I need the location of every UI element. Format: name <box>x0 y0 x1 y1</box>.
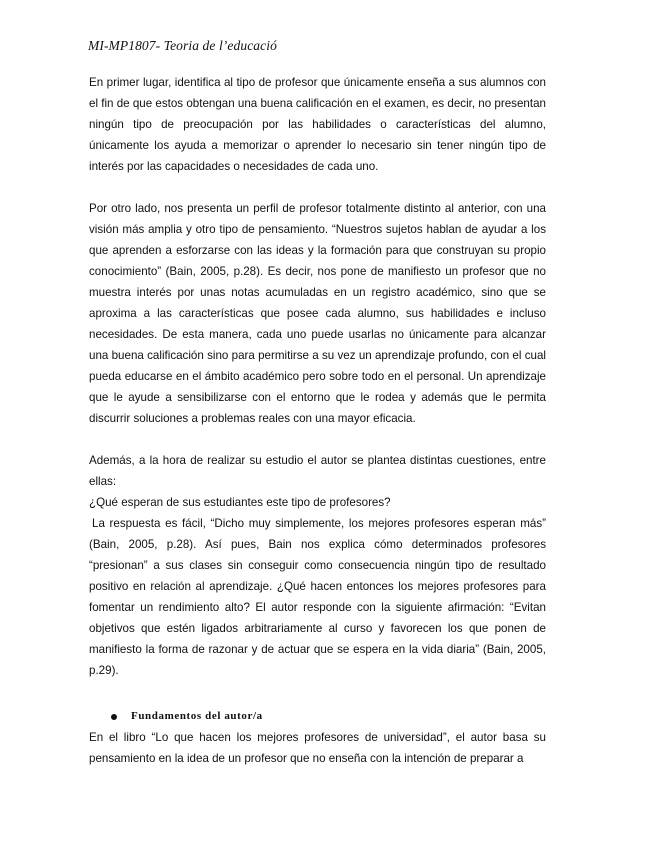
paragraph-book-intro: En el libro “Lo que hacen los mejores profesores de universidad”, el autor basa su pensamiento en la idea de un profesor que no enseña con la intención de preparar a <box>89 731 546 765</box>
bullet-heading-text: Fundamentos del autor/a <box>131 710 263 722</box>
bullet-icon <box>111 714 117 720</box>
paragraph-author-questions: Además, a la hora de realizar su estudio el autor se plantea distintas cuestiones, entre ellas: <box>89 454 546 488</box>
paragraph-answer: La respuesta es fácil, “Dicho muy simplemente, los mejores profesores esperan más” (Bain, 2005, p.28). Así pues, Bain nos explica cómo determinados profesores “presionan” a sus clases sin conseguir como consecuencia ningún tipo de resultado positivo en relación al aprendizaje. ¿Qué hacen entonces los mejores profesores para fomentar un rendimiento alto? El autor responde con la siguiente afirmación: “Evitan objetivos que estén ligados arbitrariamente al curso y favorecen los que ponen de manifiesto la forma de razonar y de actuar que se espera en la vida diaria” (Bain, 2005, p.29). <box>89 517 546 677</box>
paragraph-teacher-type-2: Por otro lado, nos presenta un perfil de profesor totalmente distinto al anterior, con una visión más amplia y otro tipo de pensamiento. “Nuestros sujetos hablan de ayudar a los que aprenden a esforzarse con las ideas y la formación para que construyan su propio conocimiento” (Bain, 2005, p.28). Es decir, nos pone de manifiesto un profesor que no muestra interés por unas notas acumuladas en un registro académico, sino que se aproxima a las características que posee cada alumno, sus habilidades e incluso necesidades. De esta manera, cada uno puede usarlas no únicamente para alcanzar una buena calificación sino para permitirse a su vez un aprendizaje profundo, con el cual pueda educarse en el ámbito académico pero sobre todo en el personal. Un aprendizaje que le ayude a sensibilizarse con el entorno que le rodea y además que le permita discurrir soluciones a problemas reales con una mayor eficacia. <box>89 202 546 425</box>
paragraph-spacer <box>89 429 546 450</box>
question-line: ¿Qué esperan de sus estudiantes este tipo de profesores? <box>89 496 391 509</box>
paragraph-spacer <box>89 177 546 198</box>
section-spacer <box>89 681 546 706</box>
document-body <box>89 72 546 769</box>
paragraph-teacher-type-1: En primer lugar, identifica al tipo de profesor que únicamente enseña a sus alumnos con el fin de que estos obtengan una buena calificación en el examen, es decir, no presentan ningún tipo de preocupación por las habilidades o características del alumno, únicamente los ayuda a memorizar o aprender lo necesario sin tener ningún tipo de interés por las capacidades o necesidades de cada uno. <box>89 76 546 173</box>
page-header: MI-MP1807- Teoria de l’educació <box>88 38 277 53</box>
section-bullet-heading <box>89 706 546 727</box>
